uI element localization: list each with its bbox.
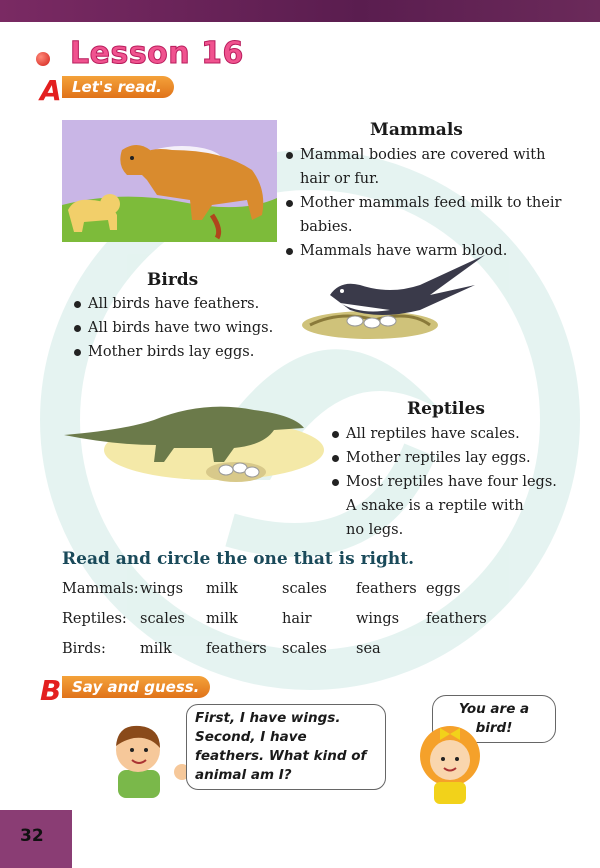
reptiles-list xyxy=(330,422,580,494)
list-item: All reptiles have scales. xyxy=(330,422,580,446)
section-b-banner: Say and guess. xyxy=(62,676,210,698)
list-item: Mother reptiles lay eggs. xyxy=(330,446,580,470)
option-word[interactable]: wings xyxy=(140,581,184,597)
birds-list xyxy=(72,292,292,364)
list-item: Mother birds lay eggs. xyxy=(72,340,292,364)
option-word[interactable]: scales xyxy=(282,641,327,657)
option-word[interactable]: eggs xyxy=(426,581,461,597)
list-item: Mammal bodies are covered with hair or fur. xyxy=(284,143,574,191)
birds-heading: Birds xyxy=(147,270,199,290)
row-label: Mammals: xyxy=(62,581,139,597)
mammals-list xyxy=(284,143,574,263)
row-label: Reptiles: xyxy=(62,611,127,627)
option-word[interactable]: feathers xyxy=(426,611,487,627)
option-word[interactable]: feathers xyxy=(206,641,267,657)
list-item: Mother mammals feed milk to their babies. xyxy=(284,191,574,239)
option-word[interactable]: milk xyxy=(140,641,172,657)
exercise-instruction: Read and circle the one that is right. xyxy=(62,549,415,569)
list-item: Mammals have warm blood. xyxy=(284,239,574,263)
girl-illustration xyxy=(410,722,490,804)
row-label: Birds: xyxy=(62,641,106,657)
reptiles-heading: Reptiles xyxy=(407,399,485,419)
lesson-title: Lesson 16 xyxy=(70,36,244,71)
option-word[interactable]: sea xyxy=(356,641,381,657)
option-word[interactable]: scales xyxy=(140,611,185,627)
list-item: All birds have feathers. xyxy=(72,292,292,316)
option-word[interactable]: milk xyxy=(206,581,238,597)
swallow-nest-image xyxy=(300,255,490,343)
option-word[interactable]: scales xyxy=(282,581,327,597)
section-a-letter: A xyxy=(40,74,62,107)
list-item: Most reptiles have four legs. xyxy=(330,470,580,494)
lions-image xyxy=(62,120,277,242)
page-number: 32 xyxy=(20,826,44,846)
list-item: All birds have two wings. xyxy=(72,316,292,340)
lesson-bullet-icon xyxy=(36,52,50,66)
mammals-heading: Mammals xyxy=(370,120,463,140)
top-banner-bar xyxy=(0,0,600,22)
reptiles-note: A snake is a reptile with no legs. xyxy=(346,498,524,538)
section-b-letter: B xyxy=(40,674,62,707)
option-word[interactable]: milk xyxy=(206,611,238,627)
section-a-banner: Let's read. xyxy=(62,76,174,98)
boy-speech-bubble: First, I have wings. Second, I have feathers. What kind of animal am I? xyxy=(186,704,386,790)
option-word[interactable]: feathers xyxy=(356,581,417,597)
option-word[interactable]: wings xyxy=(356,611,400,627)
option-word[interactable]: hair xyxy=(282,611,312,627)
crocodile-image xyxy=(64,390,314,490)
boy-illustration xyxy=(104,718,196,798)
girl-speech-bubble: You are a bird! xyxy=(432,695,556,743)
